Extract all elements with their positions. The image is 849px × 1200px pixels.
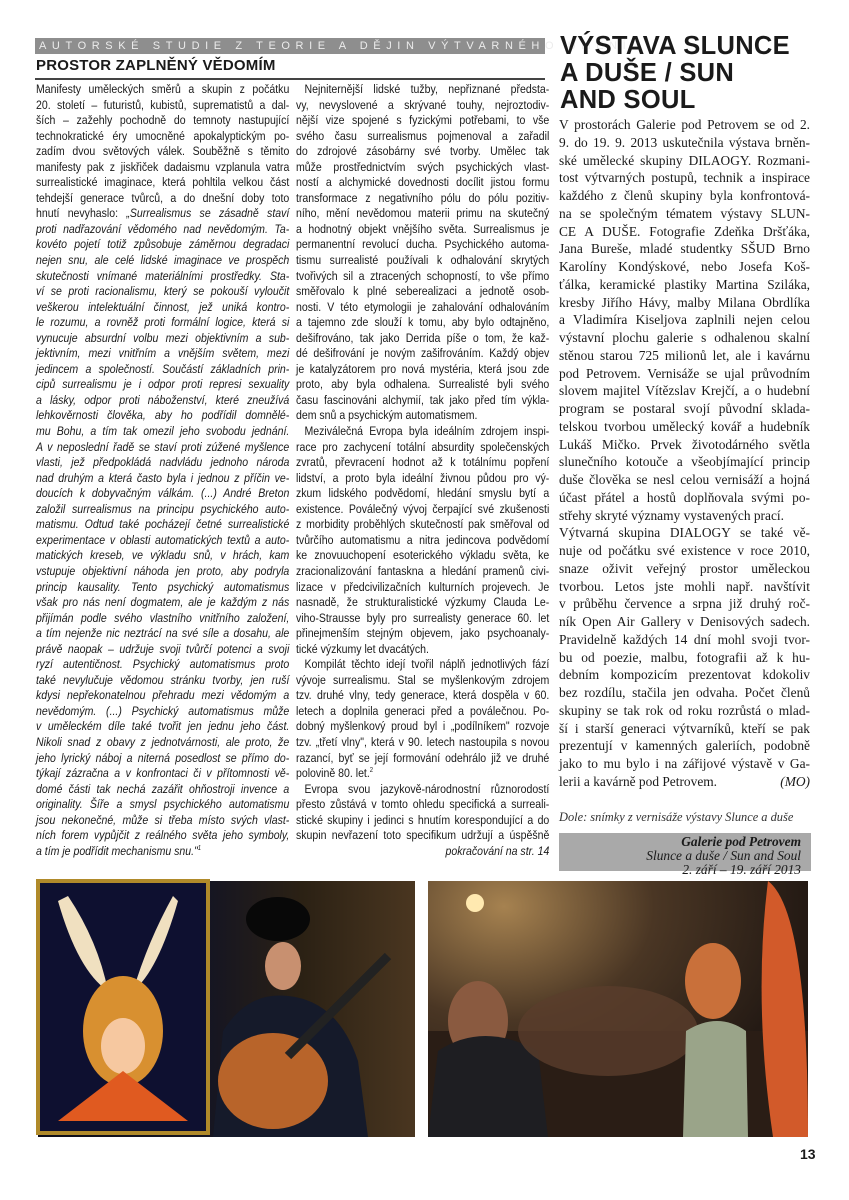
text-line: letech a doplnila generaci před a poválečnou. Po- <box>296 703 550 718</box>
text-line: Pravidelně každých 14 dní mohl svoji tvor- <box>559 631 810 647</box>
article-column-2 <box>296 82 549 859</box>
text-line: le rozumu, a rovněž proti formální logice, která si <box>36 315 290 330</box>
seated-audience <box>518 986 698 1076</box>
text-line: domé části tak nechá zazářit ohňostroji invence a <box>36 781 290 796</box>
text-line: dešifrováno, tak jako Derrida píše o tom, že kaž- <box>296 330 550 345</box>
footnote-mark: 1 <box>197 844 202 852</box>
text-line: ností a alchymické dovednosti docílit jistou formu <box>296 175 550 190</box>
text-line: slunečního kotouče a všeobjímající princip <box>559 454 810 470</box>
text-line: do zdrojové zásobárny své tvorby. Umělec tak <box>296 144 550 159</box>
continued-on-page-link[interactable]: pokračování na str. 14 <box>445 843 550 858</box>
text-line: program se postaral svojí původní sklada- <box>559 401 810 416</box>
text-line: týkají zázračna a v konfrontaci či v přítomnosti vě- <box>36 766 290 781</box>
text-line: existence. Poválečný vývoj čerpající své zkušenosti <box>296 501 550 516</box>
text-line: přesto zůstává v tomto ohledu specifická a surreali- <box>296 797 550 812</box>
text-line: Manifesty uměleckých směrů a skupin z počátku <box>36 82 290 96</box>
text-line: vstupuje objektivní náhoda jen proto, aby podryla <box>36 563 290 578</box>
text-line: zracionalizování fantaskna a hledání pramenů civi- <box>296 563 550 578</box>
info-dates: 2. září – 19. září 2013 <box>682 862 801 877</box>
hat <box>246 897 310 941</box>
text-line: směřovalo k plné seberealizaci a jednotě osob- <box>296 284 550 299</box>
text-line: prezentují v kamenných galeriích, podobně <box>559 738 810 754</box>
text-line: času fascinováni alchymií, tak jako před tím výkla- <box>296 392 550 407</box>
photo-caption: Dole: snímky z vernisáže výstavy Slunce a duše <box>559 810 794 824</box>
text-line: zadím dvou světových válek. Souběžně s těmito <box>36 144 290 159</box>
text-segment: polovině 80. let. <box>296 766 370 781</box>
text-line: princip kausality. Tento psychický automatismus <box>36 579 290 594</box>
text-line: ťálka, keramické plastiky Martina Sziláka, <box>559 276 810 292</box>
section-series-header: AUTORSKÉ STUDIE Z TEORIE A DĚJIN VÝTVARNÉHO UMĚNÍ <box>35 38 545 54</box>
text-line: razancí, byť se její formování odehrálo již ve druhé <box>296 750 550 765</box>
text-line: přinejmenším stejným objevem, jako psychoanaly- <box>296 626 550 641</box>
foreground-hair <box>762 881 808 1137</box>
text-line <box>36 206 289 222</box>
text-line: duše člověka se nesl celou vernisáží a hojná <box>559 472 810 487</box>
text-line: snaze oživit veřejný prostor uměleckou <box>559 560 810 576</box>
text-line: lehkověrnosti člověka, aby ho podřídil domnělé- <box>36 408 290 423</box>
text-line: debním kompozicím prezentovat kdokoliv <box>559 667 810 683</box>
exhibition-title-line: VÝSTAVA SLUNCE <box>560 32 790 60</box>
text-line: lidství, a proto byla ideální živnou půdou pro vý- <box>296 470 550 485</box>
text-line: na se společným tématem výstavy SLUN- <box>559 205 810 221</box>
text-line: dem snů a psychickým automatismem. <box>296 408 478 423</box>
text-line: ví se proti racionalismu, který se pokouší vyloučit <box>36 284 290 299</box>
text-line: Karolíny Kondýskové, nebo Josefa Koš- <box>559 259 810 274</box>
text-line: proto, aby byla odhalena. Surrealisté byli svého <box>296 377 550 392</box>
text-line: Jana Bureše, mladé studentky SŠUD Brno <box>559 241 810 257</box>
text-line: nosti. V této etymologii je zahalování odhalováním <box>296 299 550 314</box>
text-line: matismu. Odtud také pocházejí četné surrealistické <box>36 517 290 532</box>
text-line: Nikoli snad z obavy z jednotvárnosti, ale proto, že <box>36 734 290 749</box>
text-line: v uměleckém díle také tvořit jen jednu jeho část. <box>36 719 290 734</box>
info-venue: Galerie pod Petrovem <box>681 834 801 849</box>
audience-photo-illustration <box>428 881 808 1137</box>
text-line: v průběhu července a srpna již druhý roč- <box>559 596 810 612</box>
text-line: mu Bohu, a tím tak omezil jeho svobodu jednání. <box>36 424 290 439</box>
text-line: Kompilát těchto idejí tvořil náplň jednotlivých fází <box>304 657 550 672</box>
text-line: Evropa svou jazykově-národnostní různorodostí <box>304 781 550 796</box>
text-line: vlasti, jež předpokládá nadvládu jednoho národa <box>36 455 290 470</box>
text-line: kresby Jiřího Hávy, malby Milana Obrdlíka <box>559 294 810 310</box>
text-line: matických kreseb, ve výkladu snů, v hrách, kam <box>36 548 290 563</box>
text-line: a tím nejenže nic neztrácí na své síle a dosahu, ale <box>36 626 290 641</box>
author-initials: (MO) <box>780 773 810 789</box>
text-line <box>36 844 289 860</box>
text-line: A v neposlední řadě se staví proti zúžené myšlence <box>36 439 290 454</box>
text-line: tvořivých sil a ztracených schopností, to vše přímo <box>296 268 550 283</box>
text-line: stěnou starou 725 milionů let, ale i kavárnu <box>559 347 810 363</box>
text-line: však pro nás není dogmatem, ale je každým z nás <box>36 595 290 610</box>
page-number: 13 <box>800 1146 816 1162</box>
text-line: kovéto pojetí totiž způsobuje záměrnou degradaci <box>36 237 290 252</box>
text-line: přijímán podle svého vlastního vnitřního založení, <box>36 610 290 625</box>
text-line: nasnadě, že strukturalistické výzkumy Clauda Le- <box>296 595 550 610</box>
text-line: pod Petrovem. Vernisáže se ujal průvodním <box>559 365 810 381</box>
painting-figure <box>101 1018 145 1074</box>
text-line: zvratů, převracení hodnot až k totálnímu popření <box>296 455 550 470</box>
text-line: bez rozdílu, stačila jen odvaha. Počet členů <box>559 685 810 700</box>
text-segment: hnutí nevyhaslo: <box>36 206 127 221</box>
text-line: kdysi nepřekonatelnou přehradu mezi vědomým a <box>36 688 290 703</box>
text-line: ke znovuuchopení esoterického výkladu světa, ke <box>296 548 550 563</box>
text-line: telskou tvorbou umělecký kovář a hudebník <box>559 418 810 434</box>
text-line: tvůrčího automatismu a nitra jedincova podvědomí <box>296 532 550 547</box>
exhibition-title <box>560 33 820 114</box>
article-column-1 <box>36 82 289 859</box>
text-line: ního, mění nevědomou materii primu na skutečný <box>296 206 550 221</box>
photo-audience <box>428 881 808 1137</box>
text-line: manifesty pak z jiskřiček dadaismu vzplanula vatra <box>36 159 290 174</box>
text-line: viho-Strausse byly pro surrealisty generace 60. let <box>296 610 550 625</box>
guitarist-photo-illustration <box>38 881 415 1137</box>
text-line: nější vize spojené s fyzickými potřebami, to vše <box>296 113 550 128</box>
text-line: a hodnotný objekt vnějšího světa. Surrealismus je <box>296 221 550 236</box>
text-line: založil surrealismus na principu psychického auto- <box>36 501 290 516</box>
text-line: právě naopak – udržuje svoji tvůrčí potenci a svoji <box>36 641 290 656</box>
text-line: z morbidity proběhlých skutečností pak směřoval od <box>296 517 550 532</box>
text-segment: a tím je podřídit mechanismu snu." <box>36 843 198 858</box>
text-line: tické výzkumy let dvacátých. <box>296 641 429 656</box>
text-line: Nejniternější lidské tužby, nepřiznané předsta- <box>304 82 550 96</box>
text-segment: lerii a kavárně pod Petrovem. <box>559 773 718 789</box>
text-line: ník Open Air Gallery v Denisových sadech. <box>559 614 810 629</box>
woman-top <box>683 1021 748 1137</box>
ceiling-light <box>466 894 484 912</box>
text-line: vy, nevyslovené a skrývané touhy, nejroztodiv- <box>296 97 550 112</box>
text-line: nejen snu, ale celé lidské imaginace ve prospěch <box>36 253 290 268</box>
text-line: slovem majitel Vítězslav Krejčí, a o hudební <box>559 383 810 399</box>
title-divider <box>35 78 545 80</box>
exhibition-title-line: A DUŠE / SUN <box>560 59 735 87</box>
text-line: 9. do 19. 9. 2013 uskutečnila výstava brněn- <box>559 134 810 150</box>
text-line: stické skupiny i jedinci s hnutím korespondující a do <box>296 812 550 827</box>
text-line: V prostorách Galerie pod Petrovem se od 2. <box>559 117 810 132</box>
text-line: tismu surrealisté používali k odhalování skrytých <box>296 253 550 268</box>
exhibition-title-line: AND SOUL <box>560 86 696 114</box>
article-title: PROSTOR ZAPLNĚNÝ VĚDOMÍM <box>36 57 276 74</box>
photo-guitarist <box>38 881 415 1137</box>
text-line: tehdejší generace tvůrců, a do dnešní doby toto <box>36 190 290 205</box>
footnote-mark: 2 <box>369 767 374 775</box>
text-line: skupin nevřazení toto specifikum udržují a úspěšně <box>296 828 550 843</box>
text-line: může prostřednictvím svých psychických vlast- <box>296 159 550 174</box>
text-line: každého z členů skupiny byla konfrontová- <box>559 188 810 203</box>
text-line: experimentace v oblasti automatických textů a auto- <box>36 532 290 547</box>
text-line: a Vladimíra Kiseljova zaplnili nejen celou <box>559 312 810 328</box>
exhibition-info-box <box>559 833 811 877</box>
text-line: dobný myšlenkový proud byl i „podílníkem" rozvoje <box>296 719 550 734</box>
guitar-body <box>218 1033 328 1129</box>
text-line: tvorbou. Letos jste mohli např. navštívit <box>559 578 810 594</box>
quote-start: „Surrealismus se zásadně staví <box>126 206 290 221</box>
text-line: výstavní plochu galerie s odhalenou skalní <box>559 330 810 345</box>
text-line: a tajemno zde slouží k tomu, aby bylo odtajněno, <box>296 315 550 330</box>
text-line: účast přátel a hostů doplňovala svými po- <box>559 489 810 505</box>
text-line: svého času surrealismus pojmenoval a zařadil <box>296 128 550 143</box>
text-line: vývoje surrealismu. Stal se myšlenkovým zdrojem <box>296 672 550 687</box>
text-line: transformace z negativního pólu do pólu pozitiv- <box>296 190 550 205</box>
text-line: skutečnosti vnímané materiálními prostředky. Sta- <box>36 268 290 283</box>
text-line: ších – zažehly pochodně do temnoty nastupující <box>36 113 290 128</box>
text-line: nevědomým. (...) Psychický automatismus může <box>36 703 290 718</box>
text-line <box>296 766 549 782</box>
text-line: nuje od počátku své existence v roce 2010, <box>559 543 810 558</box>
text-line: doucích k dobyvačným válkám. (...) André Breton <box>36 486 290 501</box>
text-line: Výtvarná skupina DIALOGY se také vě- <box>559 525 810 541</box>
text-line: jako to mu bylo i na zářijové výstavě v Ga- <box>559 756 810 771</box>
text-line: jsou nekonečné, může si třeba místo svých vlast- <box>36 812 290 827</box>
text-line: ší i starší generaci výtvarníků, kteří se pak <box>559 720 810 736</box>
text-line: tzv. druhé vlny, tedy generace, která dospěla v 60. <box>296 688 550 703</box>
text-line: je katalyzátorem pro nová mystéria, která jsou zde <box>296 361 550 376</box>
text-line: dé dešifrování je novým zašifrováním. Každý objev <box>296 346 550 361</box>
text-line: tzv. „třetí vlny", která v 90. letech nastoupila s novou <box>296 734 550 749</box>
text-line: veškerou intelektuální činnost, jež uniká kontro- <box>36 299 290 314</box>
text-line: jeho lyrický náboj a niterná posedlost se přímo do- <box>36 750 290 765</box>
text-line: proti nadřazování vědomého nad nevědomým. Ta- <box>36 221 290 236</box>
text-line: permanentní revolucí ducha. Psychického automa- <box>296 237 550 252</box>
info-exhibition-name: Slunce a duše / Sun and Soul <box>646 848 801 863</box>
text-line: ryzí autentičnost. Psychický automatismus proto <box>36 657 290 672</box>
text-line: také nevylučuje vědomou stránku tvorby, jen ruší <box>36 672 290 687</box>
text-line: CE A DUŠE. Fotografie Zdeňka Dršťáka, <box>559 223 810 239</box>
text-line: střehy skryté významy vystavených prací. <box>559 507 784 523</box>
text-line: ské umělecké skupiny DILAOGY. Rozmani- <box>559 152 810 168</box>
text-line: bu od poezie, malbu, fotografii až k hu- <box>559 649 810 665</box>
text-line: cipů surrealismu je i odpor proti represi sexuality <box>36 377 290 392</box>
text-line: technokratické éry umocněné apokalyptickým po- <box>36 128 290 143</box>
text-line: ních forem vypůjčit z reálného světa jeho symboly, <box>36 828 290 843</box>
text-line: zkum lidského podvědomí, hledání smyslu bytí a <box>296 486 550 501</box>
face <box>265 942 301 990</box>
text-line: 20. století – futuristů, kubistů, suprematistů a dal- <box>36 97 290 112</box>
text-line: lizace v předcivilizačních kulturních projevech. Je <box>296 579 550 594</box>
text-line: jedincem a společností. Součástí základních prin- <box>36 361 290 376</box>
text-line: originality. Šíře a smysl psychického automatismu <box>36 797 290 812</box>
text-line: surrealistické imaginace, která pohltila velkou část <box>36 175 290 190</box>
text-line: race pro zachycení totální absurdity společenských <box>296 439 550 454</box>
text-line <box>559 773 810 791</box>
text-line: tost výtvarných postupů, technik a inspirace <box>559 170 810 186</box>
text-line: nad druhým a která často byla i jednou z příčin ve- <box>36 470 290 485</box>
exhibition-report-column <box>559 116 810 791</box>
text-line: jektivním, mezi vnitřním a vnějším světem, mezi <box>36 346 290 361</box>
text-line: Lukáš Mičko. Prvek životodárného světla <box>559 436 810 452</box>
text-line: a lásky, odpor proti náboženství, které zneužívá <box>36 392 290 407</box>
text-line: vynucuje absurdní volbu mezi objektivním a sub- <box>36 330 290 345</box>
text-line: Meziválečná Evropa byla ideálním zdrojem inspi- <box>304 424 550 439</box>
woman-hair <box>685 943 741 1019</box>
text-line: skupiny se tak rok od roku rozrůstá o mlad- <box>559 702 810 718</box>
